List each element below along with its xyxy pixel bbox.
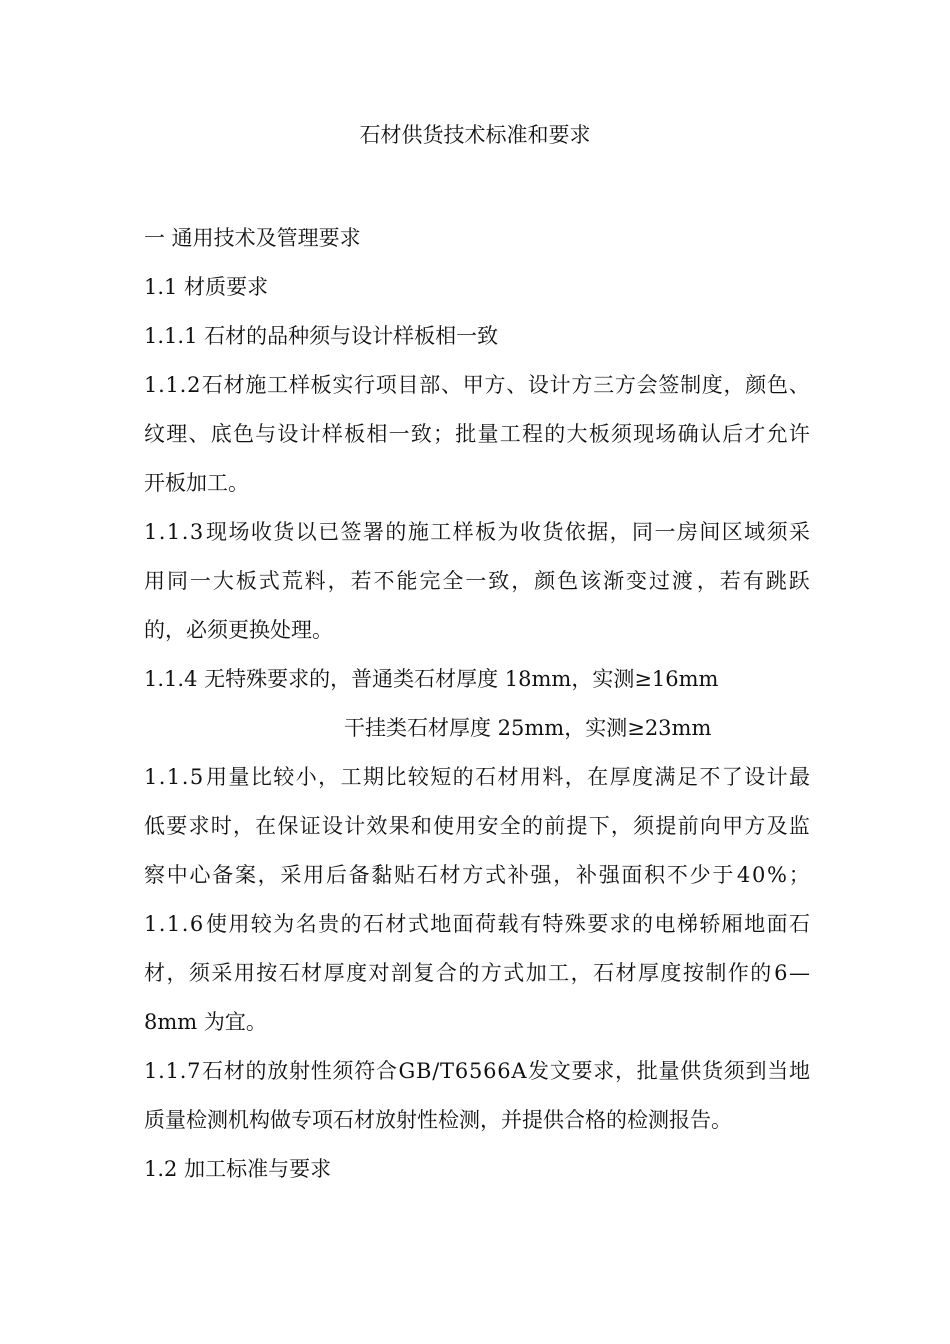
text-line: 1 . 1 . 7 石 材 的 放 射 性 须 符 合 G B / T 6 5 6 6 A 发 文 要 求 ， 批 量 供 货 须 到 当 地 <box>144 1059 810 1083</box>
text-line: 用 同 一 大 板 式 荒 料 ， 若 不 能 完 全 一 致 ， 颜 色 该 渐 变 过 渡 ， 若 有 跳 跃 <box>144 569 810 593</box>
text-line: 材 ， 须 采 用 按 石 材 厚 度 对 剖 复 合 的 方 式 加 工 ， 石 材 厚 度 按 制 作 的 6 — <box>144 961 810 985</box>
text-line: 1.1 材质要求 <box>144 275 269 299</box>
text-line: 8mm 为宜。 <box>144 1010 267 1034</box>
text-line: 低 要 求 时 ， 在 保 证 设 计 效 果 和 使 用 安 全 的 前 提 下 ， 须 提 前 向 甲 方 及 监 <box>144 814 810 838</box>
text-line: 1 . 1 . 5 用 量 比 较 小 ， 工 期 比 较 短 的 石 材 用 料 ， 在 厚 度 满 足 不 了 设 计 最 <box>144 765 810 789</box>
text-line: 1.1.1 石材的品种须与设计样板相一致 <box>144 324 499 348</box>
text-line: 纹 理 、 底 色 与 设 计 样 板 相 一 致 ； 批 量 工 程 的 大 板 须 现 场 确 认 后 才 允 许 <box>144 422 810 446</box>
text-line: 的，必须更换处理。 <box>144 618 333 642</box>
text-line: 开板加工。 <box>144 471 249 495</box>
text-line: 1 . 1 . 6 使 用 较 为 名 贵 的 石 材 式 地 面 荷 载 有 特 殊 要 求 的 电 梯 轿 厢 地 面 石 <box>144 912 810 936</box>
text-line: 1 . 1 . 2 石 材 施 工 样 板 实 行 项 目 部 、 甲 方 、 设 计 方 三 方 会 签 制 度 ， 颜 色 、 <box>144 373 810 397</box>
text-line: 1.2 加工标准与要求 <box>144 1157 332 1181</box>
text-line: 一 通用技术及管理要求 <box>144 226 361 250</box>
document-title: 石材供货技术标准和要求 <box>359 123 591 147</box>
text-line: 察 中 心 备 案 ， 采 用 后 备 黏 贴 石 材 方 式 补 强 ， 补 强 面 积 不 少 于 4 0 % ； <box>144 863 810 887</box>
text-line: 质量检测机构做专项石材放射性检测，并提供合格的检测报告。 <box>144 1108 732 1132</box>
document-body <box>144 220 810 1200</box>
text-line: 1.1.4 无特殊要求的，普通类石材厚度 18mm，实测≥16mm <box>144 667 719 691</box>
text-line: 干挂类石材厚度 25mm，实测≥23mm <box>344 716 712 740</box>
text-line: 1 . 1 . 3 现 场 收 货 以 已 签 署 的 施 工 样 板 为 收 货 依 据 ， 同 一 房 间 区 域 须 采 <box>144 520 810 544</box>
